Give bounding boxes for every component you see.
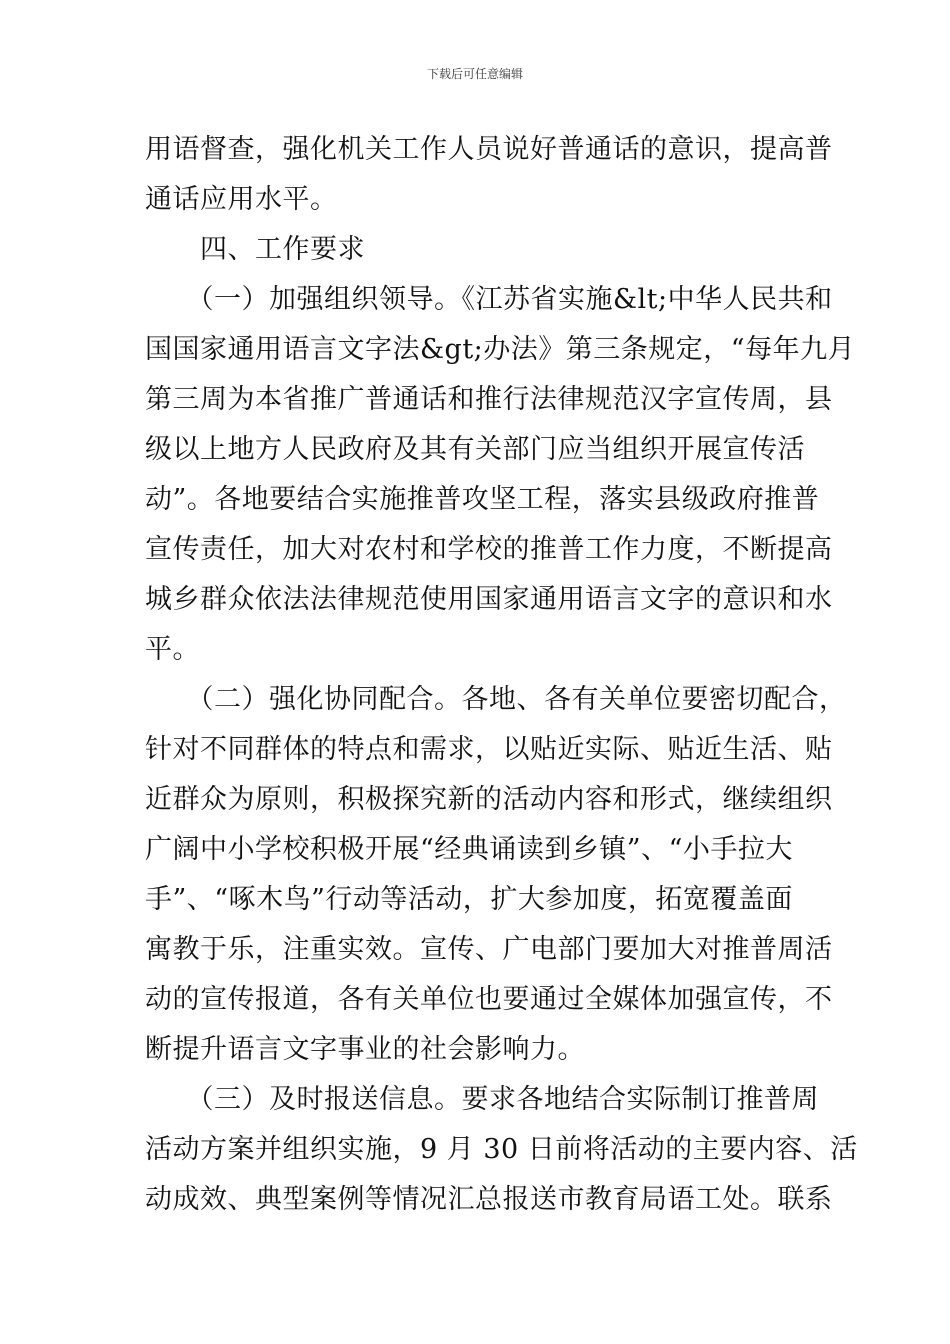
body-line: 手”、“啄木鸟”行动等活动，扩大参加度，拓宽覆盖面 xyxy=(145,884,793,915)
body-line: 城乡群众依法法律规范使用国家通用语言文字的意识和水 xyxy=(145,584,833,615)
body-line: 级以上地方人民政府及其有关部门应当组织开展宣传活 xyxy=(145,434,805,465)
body-line: 动成效、典型案例等情况汇总报送市教育局语工处。联系 xyxy=(145,1184,833,1215)
page-header: 下载后可任意编辑 xyxy=(426,67,523,81)
body-line: 近群众为原则，积极探究新的活动内容和形式，继续组织 xyxy=(145,784,833,815)
body-line: （一）加强组织领导。《江苏省实施&lt;中华人民共和 xyxy=(145,284,833,315)
body-line: 断提升语言文字事业的社会影响力。 xyxy=(145,1034,585,1065)
body-line: 平。 xyxy=(145,634,200,665)
body-line: 第三周为本省推广普通话和推行法律规范汉字宣传周，县 xyxy=(145,384,833,415)
body-line: （三）及时报送信息。要求各地结合实际制订推普周 xyxy=(145,1084,819,1115)
body-line: 活动方案并组织实施，9 月 30 日前将活动的主要内容、活 xyxy=(145,1134,858,1165)
body-line: 寓教于乐，注重实效。宣传、广电部门要加大对推普周活 xyxy=(145,934,833,965)
section-heading: 四、工作要求 xyxy=(145,234,365,265)
body-line: （二）强化协同配合。各地、各有关单位要密切配合， xyxy=(145,684,847,715)
body-line: 动的宣传报道，各有关单位也要通过全媒体加强宣传，不 xyxy=(145,984,833,1015)
body-line: 针对不同群体的特点和需求，以贴近实际、贴近生活、贴 xyxy=(145,734,833,765)
body-line: 国国家通用语言文字法&gt;办法》第三条规定，“每年九月 xyxy=(145,334,856,365)
body-line: 动”。各地要结合实施推普攻坚工程，落实县级政府推普 xyxy=(145,484,820,515)
body-line: 广阔中小学校积极开展“经典诵读到乡镇”、“小手拉大 xyxy=(145,834,793,865)
body-line: 用语督查，强化机关工作人员说好普通话的意识，提高普 xyxy=(145,134,833,165)
body-line: 通话应用水平。 xyxy=(145,184,338,215)
body-line: 宣传责任，加大对农村和学校的推普工作力度，不断提高 xyxy=(145,534,833,565)
